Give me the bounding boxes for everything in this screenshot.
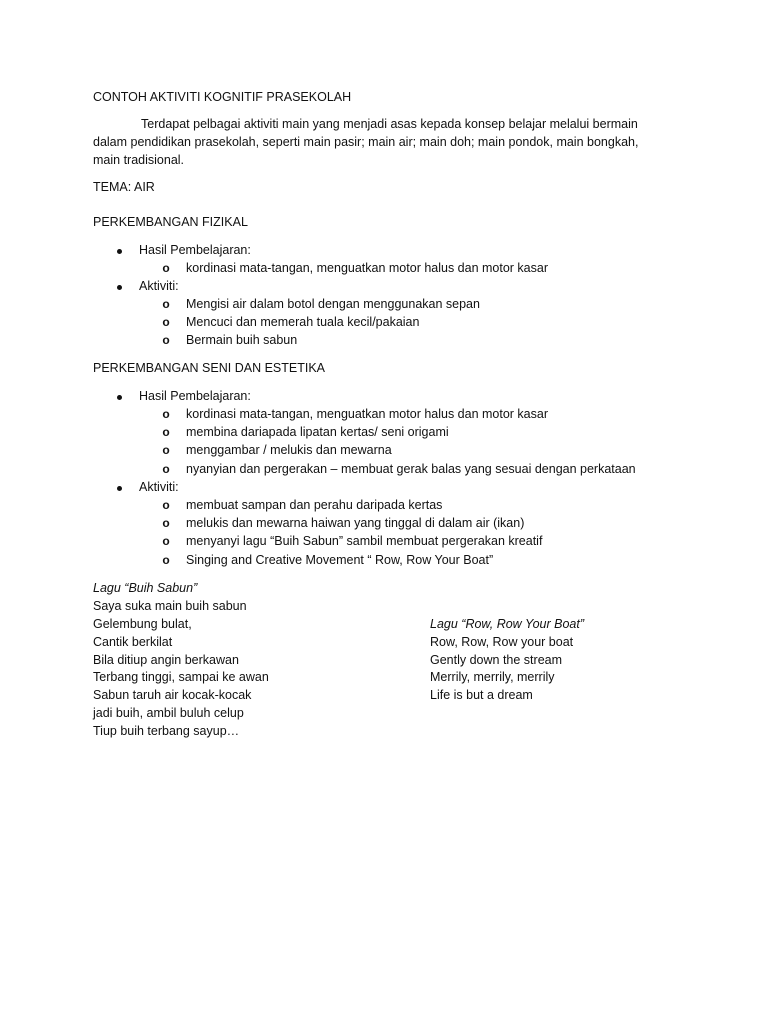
dot-bullet-icon	[115, 387, 123, 405]
song-line: Gently down the stream	[430, 653, 563, 667]
o-bullet-icon: o	[162, 534, 170, 548]
song-line: Row, Row, Row your boat	[430, 635, 574, 649]
list-item: Mencuci dan memerah tuala kecil/pakaian	[186, 315, 420, 329]
o-bullet-icon: o	[162, 261, 170, 275]
list-item: nyanyian dan pergerakan – membuat gerak balas yang sesuai dengan perkataan	[186, 462, 636, 476]
song-line: Cantik berkilat	[93, 635, 173, 649]
song-line: jadi buih, ambil buluh celup	[93, 706, 244, 720]
activity-label: Aktiviti:	[139, 279, 179, 293]
o-bullet-icon: o	[162, 498, 170, 512]
song-title-buih-sabun: Lagu “Buih Sabun”	[93, 581, 198, 595]
song-line: Tiup buih terbang sayup…	[93, 724, 240, 738]
outcome-label: Hasil Pembelajaran:	[139, 243, 251, 257]
dot-bullet-icon	[115, 277, 123, 295]
song-line: Saya suka main buih sabun	[93, 599, 247, 613]
outcome-label: Hasil Pembelajaran:	[139, 389, 251, 403]
list-item: Mengisi air dalam botol dengan menggunakan sepan	[186, 297, 480, 311]
o-bullet-icon: o	[162, 407, 170, 421]
o-bullet-icon: o	[162, 425, 170, 439]
document-title: CONTOH AKTIVITI KOGNITIF PRASEKOLAH	[93, 90, 352, 104]
o-bullet-icon: o	[162, 443, 170, 457]
song-line: Gelembung bulat,	[93, 617, 192, 631]
intro-line-2: dalam pendidikan prasekolah, seperti main pasir; main air; main doh; main pondok, main bongkah,	[93, 135, 639, 149]
dot-bullet-icon	[115, 241, 123, 259]
intro-line-1: Terdapat pelbagai aktiviti main yang menjadi asas kepada konsep belajar melalui bermain	[141, 117, 638, 131]
song-line: Terbang tinggi, sampai ke awan	[93, 670, 269, 684]
song-title-row-your-boat: Lagu “Row, Row Your Boat”	[430, 617, 585, 631]
dot-bullet-icon	[115, 478, 123, 496]
list-item: menggambar / melukis dan mewarna	[186, 443, 392, 457]
song-line: Life is but a dream	[430, 688, 533, 702]
song-line: Merrily, merrily, merrily	[430, 670, 555, 684]
list-item: kordinasi mata-tangan, menguatkan motor halus dan motor kasar	[186, 407, 548, 421]
o-bullet-icon: o	[162, 333, 170, 347]
o-bullet-icon: o	[162, 553, 170, 567]
list-item: menyanyi lagu “Buih Sabun” sambil membuat pergerakan kreatif	[186, 534, 543, 548]
song-line: Bila ditiup angin berkawan	[93, 653, 239, 667]
list-item: Bermain buih sabun	[186, 333, 298, 347]
activity-label: Aktiviti:	[139, 480, 179, 494]
song-line: Sabun taruh air kocak-kocak	[93, 688, 252, 702]
list-item: melukis dan mewarna haiwan yang tinggal di dalam air (ikan)	[186, 516, 525, 530]
list-item: Singing and Creative Movement “ Row, Row Your Boat”	[186, 553, 494, 567]
o-bullet-icon: o	[162, 516, 170, 530]
o-bullet-icon: o	[162, 462, 170, 476]
intro-line-3: main tradisional.	[93, 153, 185, 167]
o-bullet-icon: o	[162, 297, 170, 311]
tema-label: TEMA: AIR	[93, 180, 155, 194]
list-item: membina dariapada lipatan kertas/ seni origami	[186, 425, 449, 439]
list-item: kordinasi mata-tangan, menguatkan motor halus dan motor kasar	[186, 261, 548, 275]
list-item: membuat sampan dan perahu daripada kertas	[186, 498, 443, 512]
section-heading-fizikal: PERKEMBANGAN FIZIKAL	[93, 215, 248, 229]
o-bullet-icon: o	[162, 315, 170, 329]
section-heading-seni: PERKEMBANGAN SENI DAN ESTETIKA	[93, 361, 325, 375]
